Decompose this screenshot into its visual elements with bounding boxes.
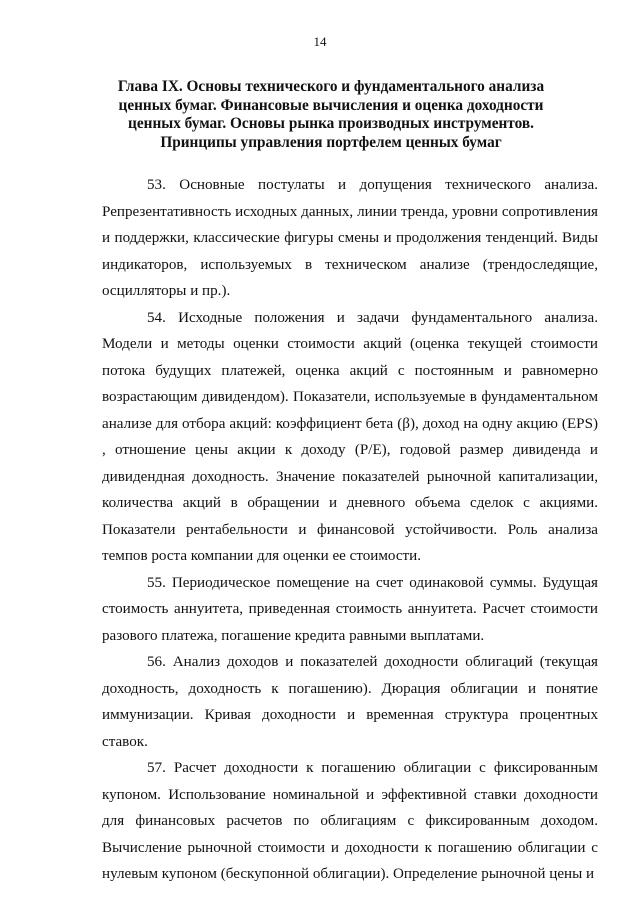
paragraph-56: 56. Анализ доходов и показателей доходности облигаций (текущая доходность, доходность к погашению). Дюрация облигации и понятие иммунизации. Кривая доходности и временная структура процентных ставок. <box>102 654 598 750</box>
document-body <box>102 172 598 888</box>
paragraph-53: 53. Основные постулаты и допущения технического анализа. Репрезентативность исходных данных, линии тренда, уровни сопротивления и поддержки, классические фигуры смены и продолжения тенденций. Виды индикаторов, используемых в техническом анализе (трендоследящие, осцилляторы и пр.). <box>102 177 598 299</box>
paragraph-55: 55. Периодическое помещение на счет одинаковой суммы. Будущая стоимость аннуитета, приведенная стоимость аннуитета. Расчет стоимости разового платежа, погашение кредита равными выплатами. <box>102 574 598 644</box>
chapter-title: Глава IX. Основы технического и фундаментального анализа ценных бумаг. Финансовые вычисления и оценка доходности ценных бумаг. Основы рынка производных инструментов. Принципы управления портфелем ценных бумаг <box>117 78 545 151</box>
paragraph-54: 54. Исходные положения и задачи фундаментального анализа. Модели и методы оценки стоимости акций (оценка текущей стоимости потока будущих платежей, оценка акций с постоянным и равномерно возрастающим дивидендом). Показатели, используемые в фундаментальном анализе для отбора акций: коэффициент бета (β), доход на одну акцию (EPS) , отношение цены акции к доходу (Р/Е), годовой размер дивиденда и дивидендная доходность. Значение показателей рыночной капитализации, количества акций в обращении и дневного объема сделок с акциями. Показатели рентабельности и финансовой устойчивости. Роль анализа темпов роста компании для оценки ее стоимости. <box>102 309 598 564</box>
page-number: 14 <box>313 34 327 49</box>
paragraph-57: 57. Расчет доходности к погашению облигации с фиксированным купоном. Использование номинальной и эффективной ставки доходности для финансовых расчетов по облигациям с фиксированным доходом. Вычисление рыночной стоимости и доходности к погашению облигации с нулевым купоном (бескупонной облигации). Определение рыночной цены и <box>102 760 598 882</box>
